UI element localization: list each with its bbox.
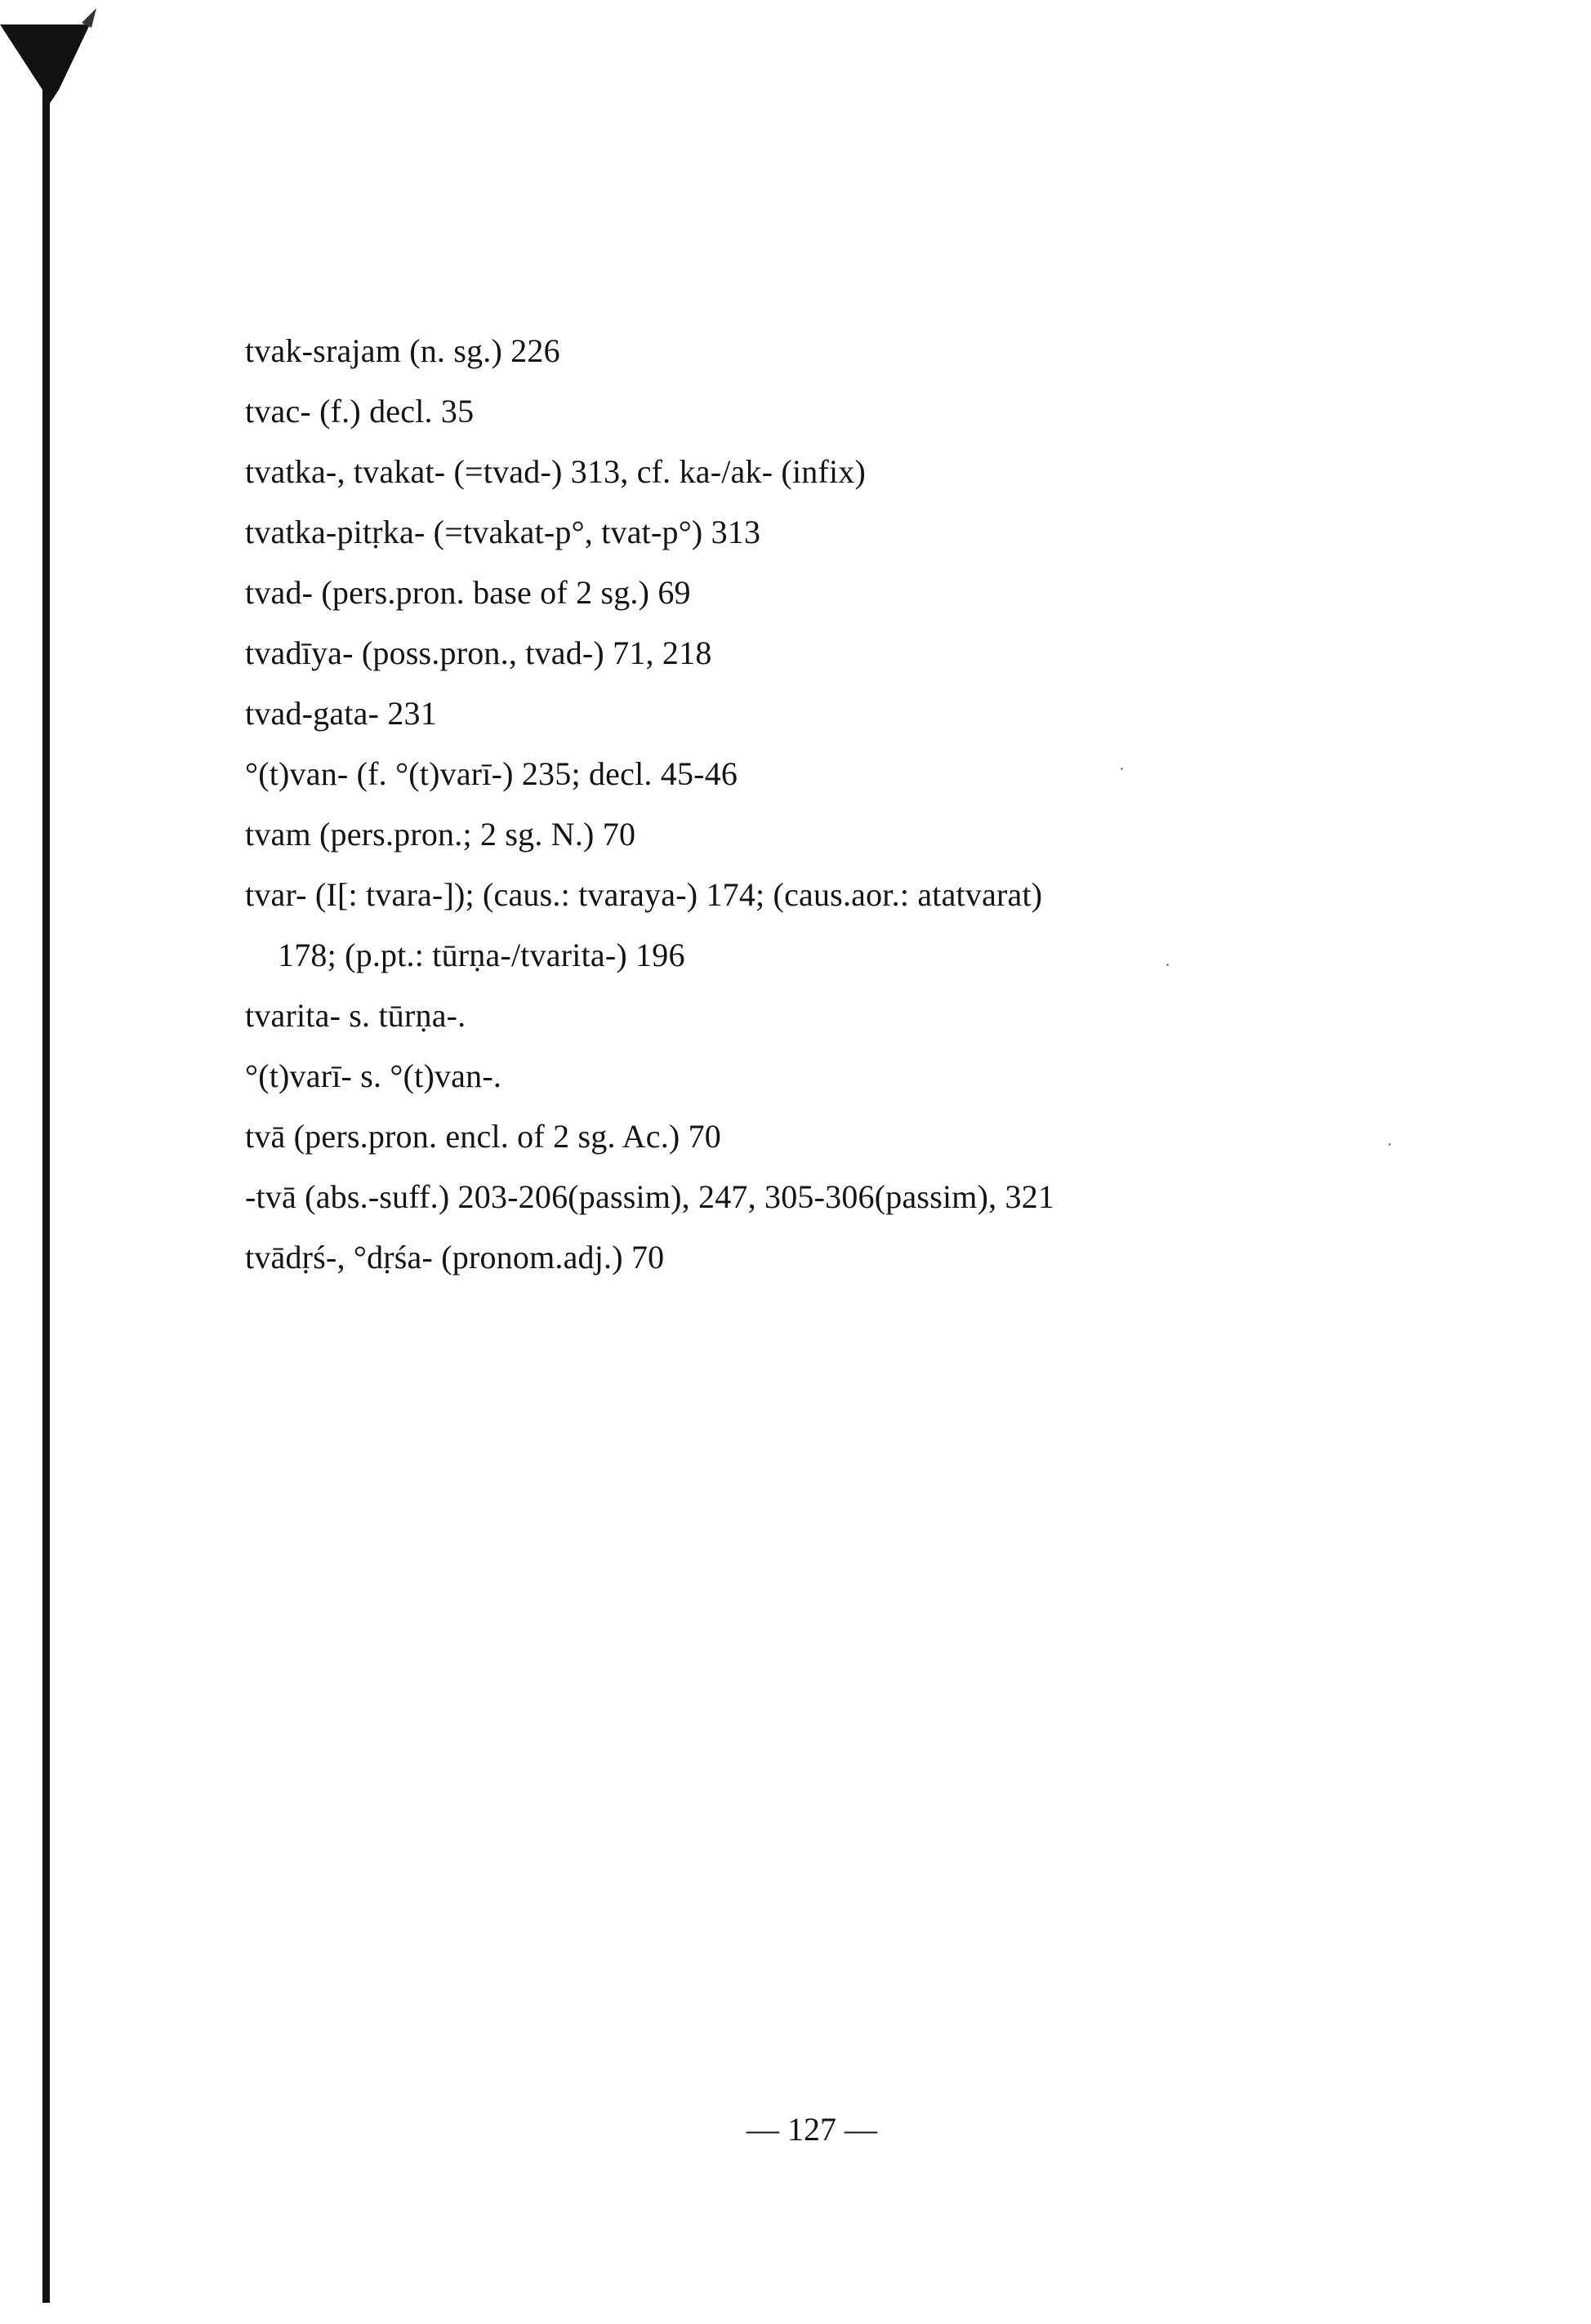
print-speck xyxy=(1166,964,1169,966)
index-entry: tvak-srajam (n. sg.) 226 xyxy=(245,332,560,369)
index-entry-multiline xyxy=(245,876,1388,973)
index-entry: tvad- (pers.pron. base of 2 sg.) 69 xyxy=(245,574,691,611)
binding-edge-line xyxy=(42,65,50,2303)
index-entry: tvatka-pitṛka- (=tvakat-p°, tvat-p°) 313 xyxy=(245,514,761,550)
page-number: — 127 — xyxy=(746,2111,877,2148)
index-entry: °(t)varī- s. °(t)van-. xyxy=(245,1057,502,1094)
index-entry: tvā (pers.pron. encl. of 2 sg. Ac.) 70 xyxy=(245,1118,722,1155)
index-entry-continuation: 178; (p.pt.: tūrṇa-/tvarita-) 196 xyxy=(278,937,685,973)
index-entry: °(t)van- (f. °(t)varī-) 235; decl. 45-46 xyxy=(245,755,738,792)
index-entry: tvadīya- (poss.pron., tvad-) 71, 218 xyxy=(245,634,712,671)
index-entry: tvarita- s. tūrṇa-. xyxy=(245,997,466,1034)
print-speck xyxy=(1388,1143,1391,1146)
index-entry: -tvā (abs.-suff.) 203-206(passim), 247, 305-306(passim), 321 xyxy=(245,1178,1055,1215)
print-speck xyxy=(1121,768,1123,770)
index-entry: tvac- (f.) decl. 35 xyxy=(245,393,475,430)
index-entry-first-line: tvar- (I[: tvara-]); (caus.: tvaraya-) 174; (caus.aor.: atatvarat) xyxy=(245,876,1043,913)
index-entry-list xyxy=(245,332,1388,1302)
index-entry: tvam (pers.pron.; 2 sg. N.) 70 xyxy=(245,816,636,853)
binding-corner-mark xyxy=(0,0,114,106)
index-entry: tvatka-, tvakat- (=tvad-) 313, cf. ka-/ak- (infix) xyxy=(245,453,867,490)
index-entry: tvad-gata- 231 xyxy=(245,695,437,732)
index-entry: tvādṛś-, °dṛśa- (pronom.adj.) 70 xyxy=(245,1239,665,1276)
